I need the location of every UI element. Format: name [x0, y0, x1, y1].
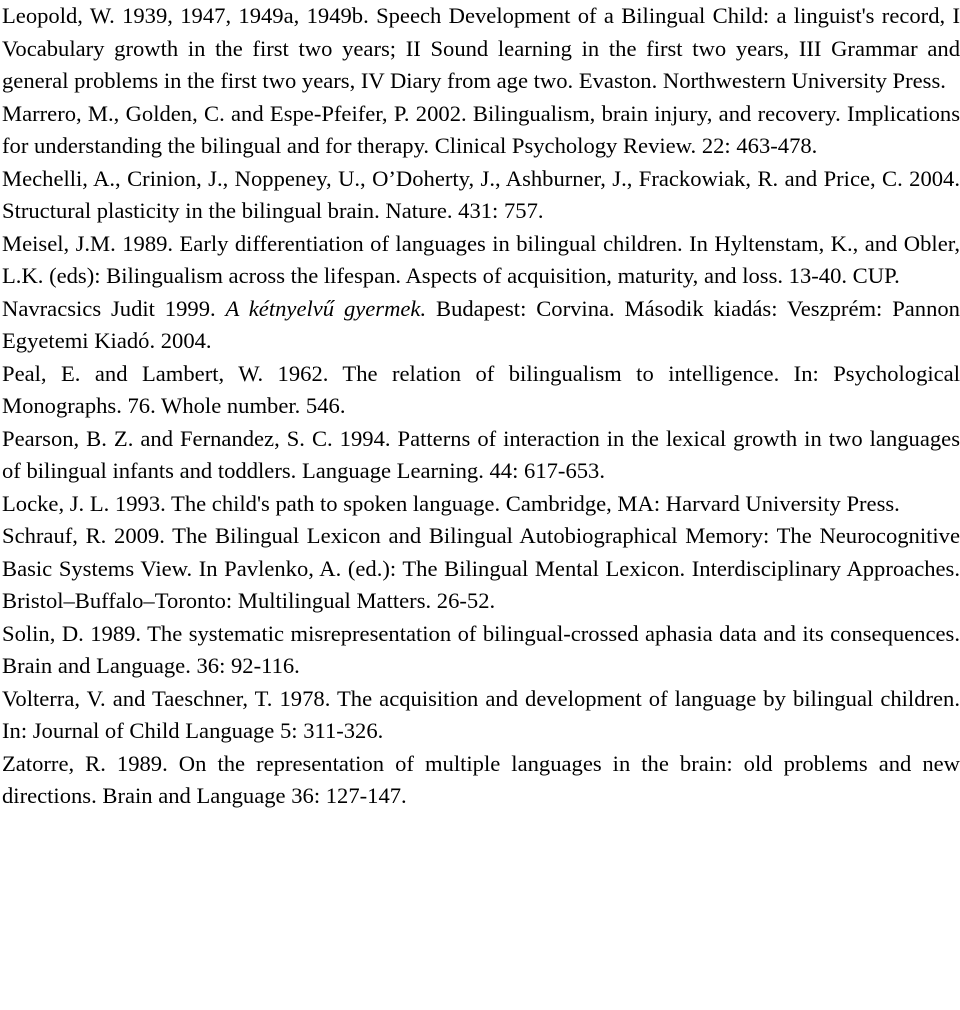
reference-text: Leopold, W. 1939, 1947, 1949a, 1949b. Speech Development of a Bilingual Child: a linguist's record, I Vocabulary growth in the first two years; II Sound learning in the first two years, III Grammar and general problems in the first two years, IV Diary from age two. Evaston. Northwestern University Press. [2, 3, 960, 93]
reference-text: Mechelli, A., Crinion, J., Noppeney, U., O’Doherty, J., Ashburner, J., Frackowiak, R. and Price, C. 2004. Structural plasticity in the bilingual brain. Nature. 431: 757. [2, 165, 960, 223]
reference-text: Volterra, V. and Taeschner, T. 1978. The acquisition and development of language by bilingual children. In: Journal of Child Language 5: 311-326. [2, 685, 960, 743]
reference-text: Zatorre, R. 1989. On the representation of multiple languages in the brain: old problems and new directions. Brain and Language 36: 127-147. [2, 750, 960, 808]
reference-entry [2, 358, 960, 423]
reference-entry [2, 163, 960, 228]
reference-entry [2, 618, 960, 683]
reference-entry [2, 293, 960, 358]
reference-entry [2, 488, 960, 521]
reference-text: Pearson, B. Z. and Fernandez, S. C. 1994. Patterns of interaction in the lexical growth in two languages of bilingual infants and toddlers. Language Learning. 44: 617-653. [2, 425, 960, 483]
reference-text: Budapest: Corvina. Második kiadás: Veszprém: Pannon Egyetemi Kiadó. 2004. [2, 295, 960, 353]
reference-text: Navracsics Judit 1999. [2, 295, 226, 321]
reference-entry [2, 683, 960, 748]
reference-text: Meisel, J.M. 1989. Early differentiation of languages in bilingual children. In Hyltenstam, K., and Obler, L.K. (eds): Bilingualism across the lifespan. Aspects of acquisition, maturity, and loss. 13-40. CUP. [2, 230, 960, 288]
reference-text: Marrero, M., Golden, C. and Espe-Pfeifer, P. 2002. Bilingualism, brain injury, and recovery. Implications for understanding the bilingual and for therapy. Clinical Psychology Review. 22: 463-478. [2, 100, 960, 158]
reference-entry [2, 228, 960, 293]
reference-entry [2, 520, 960, 618]
reference-text: Locke, J. L. 1993. The child's path to spoken language. Cambridge, MA: Harvard University Press. [2, 490, 900, 516]
reference-text: Solin, D. 1989. The systematic misrepresentation of bilingual-crossed aphasia data and its consequences. Brain and Language. 36: 92-116. [2, 620, 960, 678]
reference-text: Schrauf, R. 2009. The Bilingual Lexicon and Bilingual Autobiographical Memory: The Neurocognitive Basic Systems View. In Pavlenko, A. (ed.): The Bilingual Mental Lexicon. Interdisciplinary Approaches. Bristol–Buffalo–Toronto: Multilingual Matters. 26-52. [2, 523, 960, 613]
reference-entry [2, 98, 960, 163]
reference-entry [2, 748, 960, 813]
reference-list [2, 0, 960, 813]
reference-entry [2, 0, 960, 98]
reference-title-italic: A kétnyelvű gyermek. [225, 295, 427, 321]
reference-entry [2, 423, 960, 488]
reference-text: Peal, E. and Lambert, W. 1962. The relation of bilingualism to intelligence. In: Psychological Monographs. 76. Whole number. 546. [2, 360, 960, 418]
